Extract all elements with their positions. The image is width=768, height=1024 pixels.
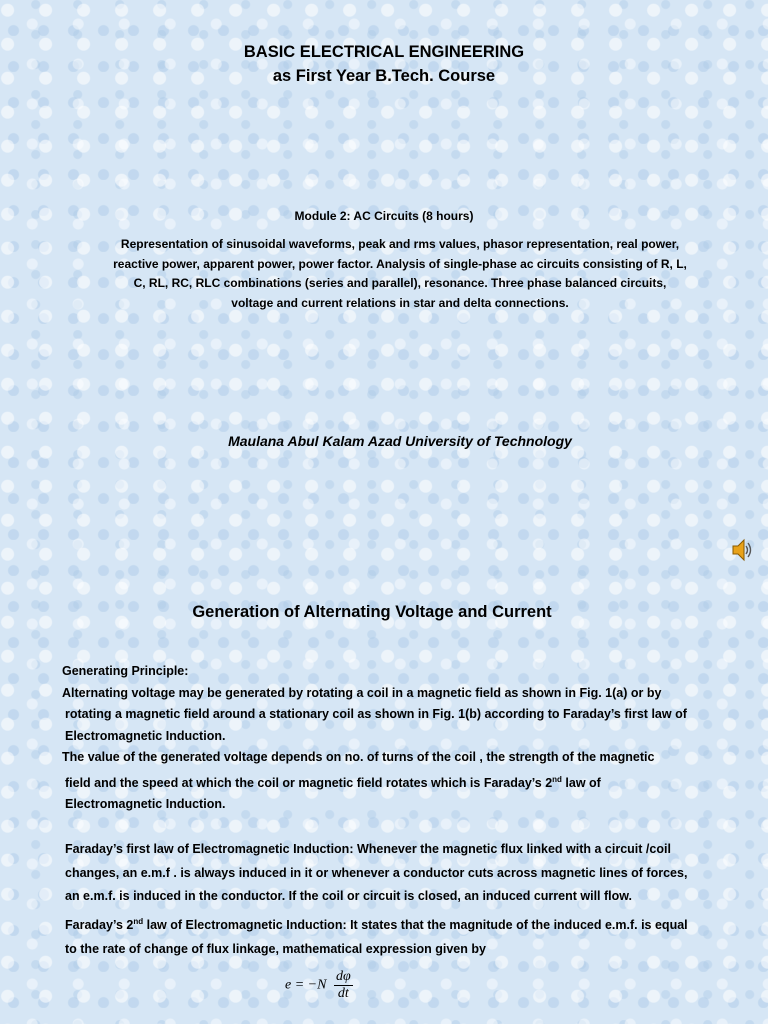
generating-principle [62,661,742,816]
principle-line: Electromagnetic Induction. [65,728,226,743]
syllabus-line: voltage and current relations in star and delta connections. [231,295,569,310]
faraday-formula [285,969,353,1002]
first-law-line: Faraday’s first law of Electromagnetic Induction: Whenever the magnetic flux linked with a circuit /coil [65,842,671,856]
course-title-line-1: BASIC ELECTRICAL ENGINEERING [243,43,525,61]
formula-numerator: dφ [335,969,351,984]
faraday-first-law [65,838,745,909]
syllabus-line: C, RL, RC, RLC combinations (series and parallel), resonance. Three phase balanced circuits, [133,276,667,290]
course-title-line-2: as First Year B.Tech. Course [272,67,496,85]
formula-fraction [334,969,353,1002]
second-law-text: Faraday’s 2 [65,918,134,933]
value-line-text: field and the speed at which the coil or magnetic field rotates which is Faraday’s 2 [65,775,553,790]
superscript: nd [133,917,144,926]
formula-denominator: dt [337,986,349,1001]
course-title [0,40,768,88]
second-law-line [65,910,745,938]
superscript: nd [552,774,562,784]
module-syllabus [80,235,720,313]
syllabus-line: Representation of sinusoidal waveforms, peak and rms values, phasor representation, real power, [120,237,680,251]
slide-2 [0,520,768,1024]
first-law-line: an e.m.f. is induced in the conductor. If the coil or circuit is closed, an induced current will flow. [65,889,632,903]
value-line [62,769,742,795]
syllabus-line: reactive power, apparent power, power factor. Analysis of single-phase ac circuits consisting of R, L, [113,256,687,271]
first-law-line: changes, an e.m.f . is always induced in it or whenever a conductor cuts across magnetic lines of forces, [65,865,688,880]
module-heading: Module 2: AC Circuits (8 hours) [294,209,474,223]
principle-line: Alternating voltage may be generated by rotating a coil in a magnetic field as shown in Fig. 1(a) or by [62,685,662,700]
principle-label: Generating Principle: [62,664,189,678]
faraday-second-law [65,910,745,961]
value-line: Electromagnetic Induction. [65,797,226,812]
value-line-text: law of [561,775,601,790]
university-name: Maulana Abul Kalam Azad University of Technology [228,433,572,449]
second-law-text: law of Electromagnetic Induction: It states that the magnitude of the induced e.m.f. is equal [143,918,688,933]
principle-line: rotating a magnetic field around a stationary coil as shown in Fig. 1(b) according to Faraday’s first law of [65,707,687,721]
slide-title: Generation of Alternating Voltage and Current [192,603,552,621]
second-law-line: to the rate of change of flux linkage, mathematical expression given by [65,941,486,956]
formula-lhs: e = −N [285,977,327,993]
value-line: The value of the generated voltage depends on no. of turns of the coil , the strength of the magnetic [62,750,655,764]
